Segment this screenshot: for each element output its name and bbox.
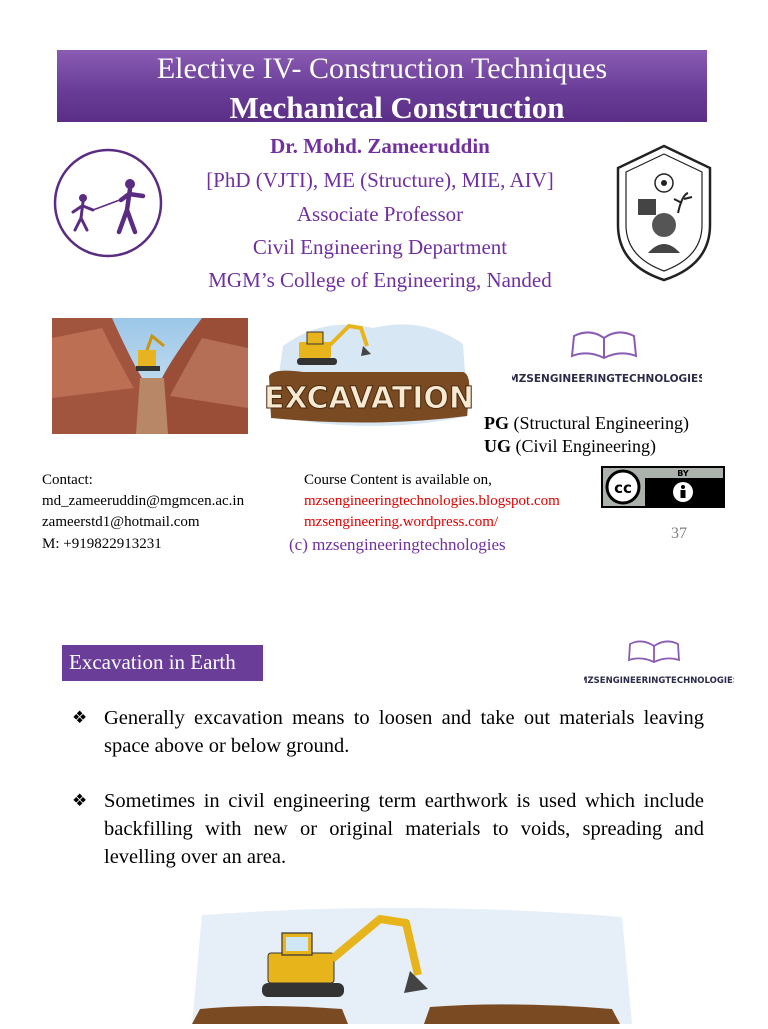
excavation-cartoon	[263, 316, 474, 436]
program-pg: PG (Structural Engineering)	[484, 413, 689, 433]
author-name: Dr. Mohd. Zameeruddin	[270, 134, 490, 158]
author-degrees: [PhD (VJTI), ME (Structure), MIE, AIV]	[206, 168, 554, 192]
diamond-bullet-icon: ❖	[72, 708, 88, 727]
author-department: Civil Engineering Department	[252, 235, 508, 259]
mzs-brand-logo	[512, 320, 702, 392]
fencing-logo	[53, 148, 163, 258]
topic-title: Mechanical Construction	[229, 90, 565, 125]
diamond-bullet-icon: ❖	[72, 791, 88, 810]
wordpress-link[interactable]: mzsengineering.wordpress.com/	[304, 514, 499, 530]
bullet-text: Generally excavation means to loosen and take out materials leaving space above or below ground.	[104, 707, 704, 757]
svg-text:MZSENGINEERINGTECHNOLOGIES: MZSENGINEERINGTECHNOLOGIES	[584, 676, 734, 686]
contact-label: Contact:	[42, 472, 93, 488]
page-number: 37	[671, 525, 687, 542]
contact-email-primary[interactable]: md_zameeruddin@mgmcen.ac.in	[42, 493, 245, 509]
course-availability-label: Course Content is available on,	[304, 472, 492, 488]
blogspot-link[interactable]: mzsengineeringtechnologies.blogspot.com	[304, 493, 560, 509]
author-college: MGM’s College of Engineering, Nanded	[208, 268, 552, 292]
bullet-point-1	[72, 704, 704, 760]
mzs-brand-logo-small	[584, 634, 734, 692]
contact-phone: M: +919822913231	[42, 536, 162, 552]
excavation-site-photo	[52, 318, 248, 434]
svg-text:BY: BY	[677, 469, 689, 478]
university-seal-logo	[612, 143, 716, 283]
contact-email-secondary[interactable]: zameerstd1@hotmail.com	[42, 514, 200, 530]
author-position: Associate Professor	[296, 202, 464, 226]
brand-name: MZSENGINEERINGTECHNOLOGIES	[512, 373, 702, 385]
program-ug: UG (Civil Engineering)	[484, 436, 656, 456]
title-banner	[57, 50, 707, 125]
excavation-word: EXCAVATION	[263, 381, 474, 416]
cc-by-license-icon	[601, 466, 725, 508]
section-title: Excavation in Earth	[62, 645, 263, 681]
bullet-point-2	[72, 787, 704, 871]
svg-text:cc: cc	[614, 479, 632, 497]
course-title: Elective IV- Construction Techniques	[156, 52, 608, 85]
excavation-cartoon-large	[192, 905, 632, 1024]
bullet-text: Sometimes in civil engineering term earthwork is used which include backfilling with new or original materials to voids, spreading and levelling over an area.	[104, 790, 704, 868]
copyright-notice: (c) mzsengineeringtechnologies	[289, 535, 506, 554]
